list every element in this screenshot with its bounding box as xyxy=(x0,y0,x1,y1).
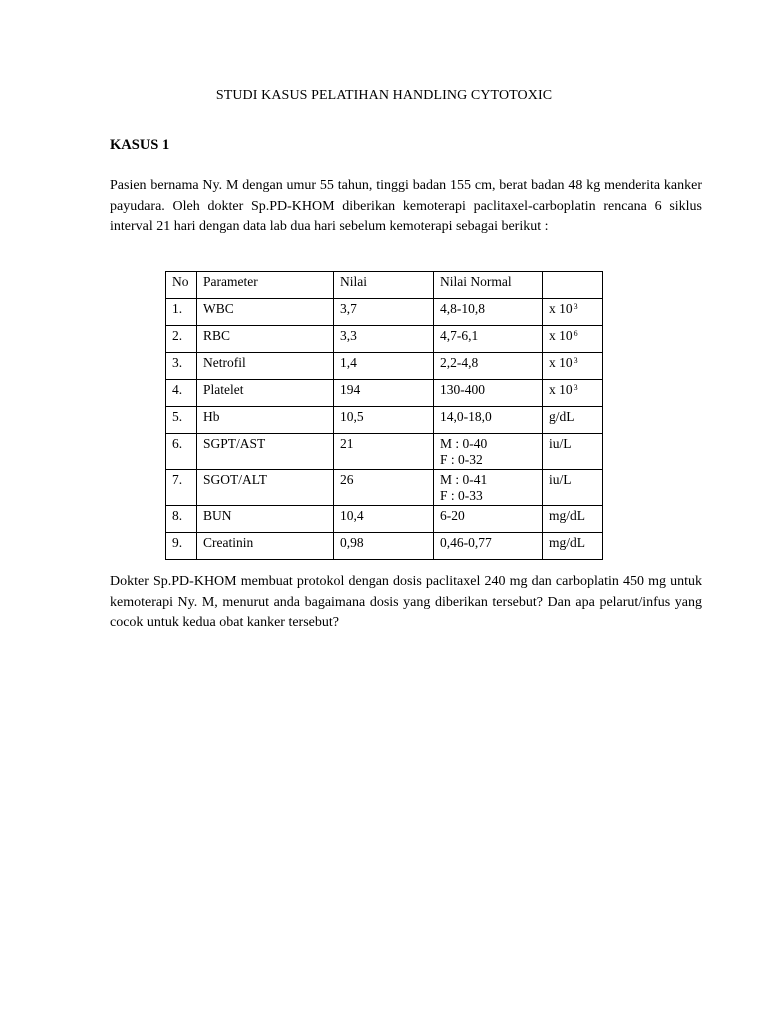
row-normal: 0,46-0,77 xyxy=(434,533,543,560)
table-row xyxy=(166,533,603,560)
row-parameter: RBC xyxy=(197,326,334,353)
row-no: 4. xyxy=(166,380,197,407)
row-unit xyxy=(543,353,603,380)
row-normal: 14,0-18,0 xyxy=(434,407,543,434)
row-parameter: Netrofil xyxy=(197,353,334,380)
document-title: STUDI KASUS PELATIHAN HANDLING CYTOTOXIC xyxy=(215,88,553,103)
unit-exponent: 6 xyxy=(573,329,578,338)
row-no: 6. xyxy=(166,434,197,470)
table-row xyxy=(166,407,603,434)
row-unit xyxy=(543,380,603,407)
row-normal xyxy=(434,434,543,470)
row-parameter: BUN xyxy=(197,506,334,533)
row-value: 1,4 xyxy=(334,353,434,380)
row-parameter: SGPT/AST xyxy=(197,434,334,470)
row-parameter: WBC xyxy=(197,299,334,326)
row-normal: 130-400 xyxy=(434,380,543,407)
table-row xyxy=(166,380,603,407)
header-unit xyxy=(543,272,603,299)
row-parameter: Hb xyxy=(197,407,334,434)
row-parameter: SGOT/ALT xyxy=(197,470,334,506)
case-heading: KASUS 1 xyxy=(110,137,170,153)
row-no: 1. xyxy=(166,299,197,326)
unit-exponent: 3 xyxy=(573,302,578,311)
table-row xyxy=(166,470,603,506)
table-row xyxy=(166,353,603,380)
unit-text: x 10 xyxy=(549,328,573,343)
table-row xyxy=(166,299,603,326)
row-parameter: Creatinin xyxy=(197,533,334,560)
row-normal: 6-20 xyxy=(434,506,543,533)
row-value: 26 xyxy=(334,470,434,506)
row-value: 10,5 xyxy=(334,407,434,434)
row-unit: iu/L xyxy=(543,470,603,506)
table-row xyxy=(166,434,603,470)
row-value: 194 xyxy=(334,380,434,407)
row-no: 8. xyxy=(166,506,197,533)
unit-exponent: 3 xyxy=(573,356,578,365)
row-unit: mg/dL xyxy=(543,533,603,560)
row-no: 9. xyxy=(166,533,197,560)
row-unit xyxy=(543,326,603,353)
unit-text: x 10 xyxy=(549,355,573,370)
lab-results-table xyxy=(165,271,603,560)
row-unit: iu/L xyxy=(543,434,603,470)
question-paragraph: Dokter Sp.PD-KHOM membuat protokol dengan dosis paclitaxel 240 mg dan carboplatin 450 mg untuk kemoterapi Ny. M, menurut anda bagaimana dosis yang diberikan tersebut? Dan apa pelarut/infus yang cocok untuk kedua obat kanker tersebut? xyxy=(110,574,702,630)
row-value: 3,7 xyxy=(334,299,434,326)
intro-paragraph: Pasien bernama Ny. M dengan umur 55 tahun, tinggi badan 155 cm, berat badan 48 kg menderita kanker payudara. Oleh dokter Sp.PD-KHOM diberikan kemoterapi paclitaxel-carboplatin rencana 6 siklus interval 21 hari dengan data lab dua hari sebelum kemoterapi sebagai berikut : xyxy=(110,178,702,234)
header-parameter: Parameter xyxy=(197,272,334,299)
row-value: 0,98 xyxy=(334,533,434,560)
row-normal xyxy=(434,470,543,506)
row-unit xyxy=(543,299,603,326)
row-value: 3,3 xyxy=(334,326,434,353)
row-unit: g/dL xyxy=(543,407,603,434)
unit-text: x 10 xyxy=(549,382,573,397)
row-value: 10,4 xyxy=(334,506,434,533)
row-normal: 2,2-4,8 xyxy=(434,353,543,380)
row-value: 21 xyxy=(334,434,434,470)
row-parameter: Platelet xyxy=(197,380,334,407)
row-no: 7. xyxy=(166,470,197,506)
normal-male: M : 0-40 xyxy=(440,436,488,451)
row-no: 5. xyxy=(166,407,197,434)
normal-female: F : 0-32 xyxy=(440,452,483,467)
table-row xyxy=(166,326,603,353)
row-normal: 4,7-6,1 xyxy=(434,326,543,353)
normal-female: F : 0-33 xyxy=(440,488,483,503)
unit-text: x 10 xyxy=(549,301,573,316)
table-row xyxy=(166,506,603,533)
normal-male: M : 0-41 xyxy=(440,472,488,487)
header-normal: Nilai Normal xyxy=(434,272,543,299)
row-no: 3. xyxy=(166,353,197,380)
header-value: Nilai xyxy=(334,272,434,299)
header-no: No xyxy=(166,272,197,299)
row-normal: 4,8-10,8 xyxy=(434,299,543,326)
unit-exponent: 3 xyxy=(573,383,578,392)
row-no: 2. xyxy=(166,326,197,353)
row-unit: mg/dL xyxy=(543,506,603,533)
table-header-row xyxy=(166,272,603,299)
